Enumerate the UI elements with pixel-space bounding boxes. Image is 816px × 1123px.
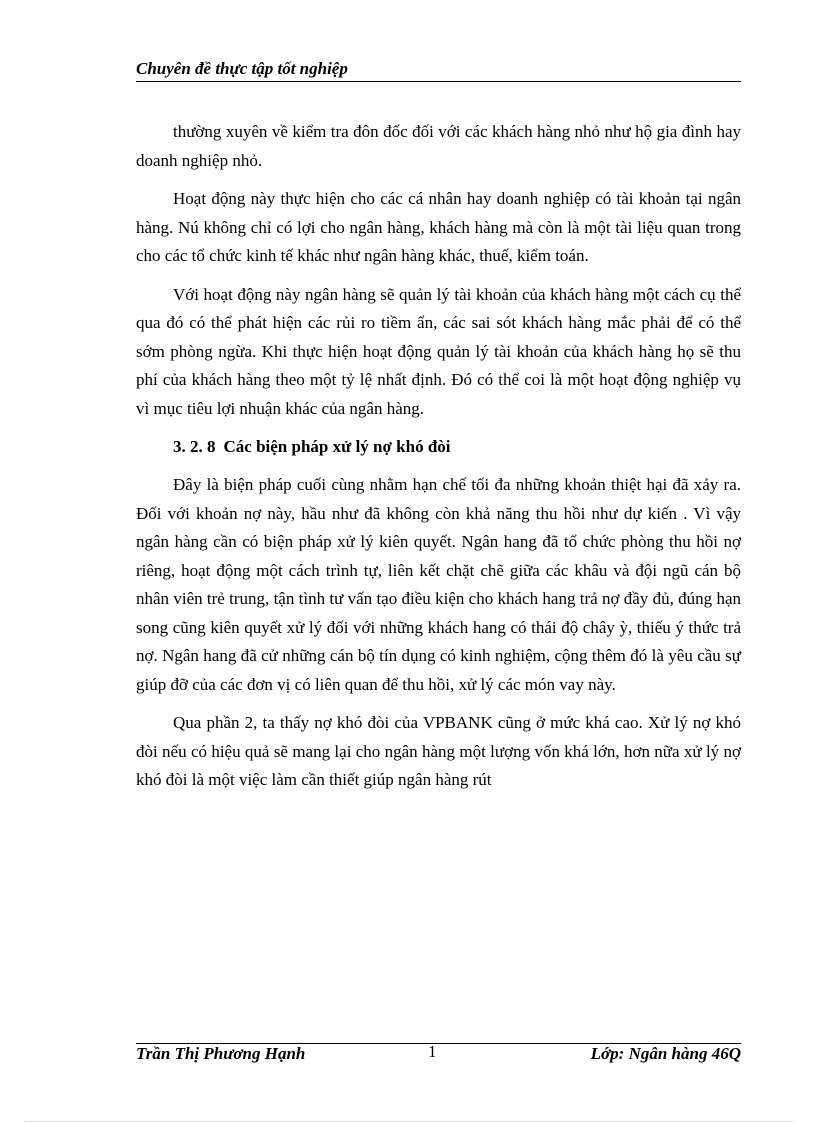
- footer-class: Lớp: Ngân hàng 46Q: [590, 1044, 741, 1063]
- page-edge-divider: [24, 1121, 794, 1122]
- page-header: [136, 58, 741, 80]
- section-title: Các biện pháp xử lý nợ khó đòi: [223, 437, 451, 456]
- document-body: [136, 118, 741, 805]
- paragraph: Hoạt động này thực hiện cho các cá nhân hay doanh nghiệp có tài khoản tại ngân hàng. Nú không chỉ có lợi cho ngân hàng, khách hàng mà còn là một tài liệu quan trong cho các tổ chức kinh tế khác như ngân hàng khác, thuế, kiểm toán.: [136, 189, 741, 265]
- paragraph: Đây là biện pháp cuối cùng nhằm hạn chế tối đa những khoản thiệt hại đã xảy ra. Đối với khoản nợ này, hầu như đã không còn khả năng thu hồi như dự kiến . Vì vậy ngân hàng cần có biện pháp xử lý kiên quyết. Ngân hang đã tổ chức phòng thu hồi nợ riêng, hoạt động một cách trình tự, liên kết chặt chẽ giữa các khâu và đội ngũ cán bộ nhân viên trẻ trung, tận tình tư vấn tạo điều kiện cho khách hang trả nợ đầy đủ, đúng hạn song cũng kiên quyết xử lý đối với những khách hang có thái độ chây ỳ, thiếu ý thức trả nợ. Ngân hang đã cử những cán bộ tín dụng có kinh nghiệm, cộng thêm đó là yêu cầu sự giúp đỡ của các đơn vị có liên quan để thu hồi, xử lý các món vay này.: [136, 475, 741, 694]
- header-rule: [136, 81, 741, 82]
- header-title: Chuyên đề thực tập tốt nghiệp: [136, 59, 348, 78]
- page-footer: [136, 1040, 741, 1070]
- section-heading: [136, 433, 741, 461]
- paragraph-continuation: thường xuyên về kiểm tra đôn đốc đối với các khách hàng nhỏ như hộ gia đình hay doanh nghiệp nhỏ.: [136, 122, 741, 170]
- page-number: 1: [428, 1042, 437, 1061]
- paragraph: Với hoạt động này ngân hàng sẽ quản lý tài khoản của khách hàng một cách cụ thể qua đó có thể phát hiện các rủi ro tiềm ẩn, các sai sót khách hàng mắc phải để có thể sớm phòng ngừa. Khi thực hiện hoạt động quản lý tài khoản của khách hàng họ sẽ thu phí của khách hàng theo một tỷ lệ nhất định. Đó có thể coi là một hoạt động nghiệp vụ vì mục tiêu lợi nhuận khác của ngân hàng.: [136, 284, 741, 418]
- footer-author: Trần Thị Phương Hạnh: [136, 1044, 306, 1063]
- section-number: 3. 2. 8: [173, 437, 216, 456]
- paragraph: Qua phần 2, ta thấy nợ khó đòi của VPBANK cũng ở mức khá cao. Xử lý nợ khó đòi nếu có hiệu quả sẽ mang lại cho ngân hàng một lượng vốn khá lớn, hơn nữa xử lý nợ khó đòi là một việc làm cần thiết giúp ngân hàng rút: [136, 713, 741, 789]
